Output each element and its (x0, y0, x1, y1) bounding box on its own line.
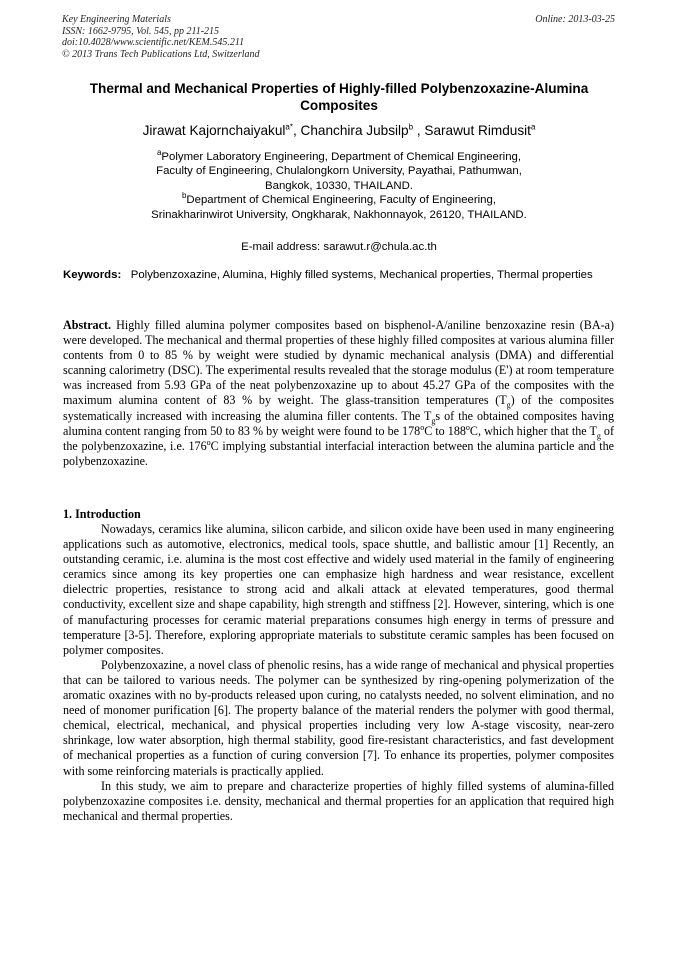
section-heading: 1. Introduction (63, 507, 141, 521)
abstract-text: ) of the composites systematically increased with increasing the alumina filler contents. The T (63, 393, 614, 423)
affil-mark: a (156, 148, 162, 158)
author-list: Jirawat Kajornchaiyakul$^{a*}$, Chanchira Jubsilp$^b$ , Sarawut Rimdusit$^a$ (142, 122, 536, 138)
author-name: Chanchira Jubsilp (300, 123, 409, 138)
keywords-text: Polybenzoxazine, Alumina, Highly filled systems, Mechanical properties, Thermal properties (130, 269, 593, 281)
abstract-text: C implying substantial interfacial interaction between the alumina particle and the polybenzoxazine. (63, 438, 614, 468)
author-affil-mark: a (530, 122, 536, 132)
journal-name: Key Engineering Materials (62, 14, 171, 25)
doi-line: doi:10.4028/www.scientific.net/KEM.545.211 (62, 37, 245, 49)
keywords-label: Keywords: (63, 269, 122, 281)
author-name: Jirawat Kajornchaiyakul (142, 123, 286, 138)
paragraph: In this study, we aim to prepare and characterize properties of highly filled systems of alumina-filled polybenzoxazine composites i.e. density, mechanical and thermal properties for an application that required high mechanical and thermal properties. (63, 778, 614, 823)
author-affil-mark: b (408, 122, 414, 132)
author-affil-mark: a* (285, 122, 293, 132)
subscript: g (431, 415, 436, 425)
keywords (63, 268, 614, 283)
journal-header (62, 14, 260, 60)
abstract-text: s of the obtained composites having alumina content ranging from 50 to 83 % by weight were found to be 178 (63, 408, 614, 438)
affil-text: Department of Chemical Engineering, Faculty of Engineering, (186, 194, 497, 207)
introduction-body (63, 522, 614, 824)
subscript: g (506, 400, 511, 410)
affiliation-b-line (60, 193, 618, 207)
paragraph: Nowadays, ceramics like alumina, silicon carbide, and silicon oxide have been used in many engineering applications such as automotive, electronics, medical tools, space shuttle, and ballistic amour [1] Recently, an outstanding ceramic, i.e. alumina is the most cost effective and widely used material in the family of engineering ceramics since among its key properties one can emphasize high hardness and wear resistance, excellent dielectric properties, resistance to strong acid and alkali attack at elevated temperatures, good thermal conductivity, excellent size and shape capability, high strength and stiffness [2]. However, sintering, which is one of manufacturing processes for ceramic material preparations consumes high energy in terms of pressure and temperature [3-5]. Therefore, exploring appropriate materials to substitute ceramic samples has been focused on polymer composites. (63, 522, 614, 657)
copyright-line: © 2013 Trans Tech Publications Ltd, Switzerland (62, 48, 260, 60)
abstract-text: C to 188 (424, 423, 466, 438)
issn-line: ISSN: 1662-9795, Vol. 545, pp 211-215 (62, 25, 220, 37)
abstract-text: of the polybenzoxazine, i.e. 176 (63, 423, 614, 453)
degree-mark: o (465, 422, 470, 432)
affiliation-a-line: Bangkok, 10330, THAILAND. (265, 179, 413, 192)
affiliations (60, 150, 618, 222)
affiliation-a-line (60, 150, 618, 164)
email-address: E-mail address: sarawut.r@chula.ac.th (241, 241, 437, 253)
affiliation-a-line: Faculty of Engineering, Chulalongkorn University, Payathai, Pathumwan, (156, 165, 522, 178)
paper-title: Thermal and Mechanical Properties of Highly-filled Polybenzoxazine-Alumina Composites (89, 81, 589, 113)
degree-mark: o (420, 422, 425, 432)
online-date: Online: 2013-03-25 (535, 14, 615, 25)
author-name: Sarawut Rimdusit (424, 123, 531, 138)
abstract (63, 318, 614, 469)
subscript: g (596, 431, 601, 441)
abstract-text: C, which higher that the T (469, 423, 597, 438)
affil-text: Polymer Laboratory Engineering, Department of Chemical Engineering, (161, 151, 522, 163)
abstract-label: Abstract. (63, 318, 112, 332)
affil-mark: b (181, 191, 187, 201)
affiliation-b-line: Srinakharinwirot University, Ongkharak, Nakhonnayok, 26120, THAILAND. (151, 208, 527, 221)
paragraph: Polybenzoxazine, a novel class of phenolic resins, has a wide range of mechanical and physical properties that can be tailored to various needs. The polymer can be synthesized by ring-opening polymerization of the aromatic oxazines with no by-products released upon curing, no catalysts needed, no solvent elimination, and no need of monomer purification [6]. The property balance of the material renders the polymer with good thermal, chemical, electrical, mechanical, and physical properties including very low A-stage viscosity, near-zero shrinkage, low water absorption, high thermal stability, good fire-resistant characteristics, and fast development of mechanical properties as a function of curing conversion [7]. To enhance its properties, polymer composites with some reinforcing materials is practically applied. (63, 657, 614, 778)
degree-mark: o (206, 437, 211, 447)
abstract-text: Highly filled alumina polymer composites based on bisphenol-A/aniline benzoxazine resin (BA-a) were developed. The mechanical and thermal properties of these highly filled composites at various alumina filler contents from 0 to 85 % by weight were studied by dynamic mechanical analysis (DMA) and differential scanning calorimetry (DSC). The experimental results revealed that the storage modulus (E') at room temperature was increased from 5.93 GPa of the neat polybenzoxazine up to about 45.27 GPa of the composites with the maximum alumina content of 83 % by weight. The glass-transition temperatures (T (63, 318, 614, 408)
